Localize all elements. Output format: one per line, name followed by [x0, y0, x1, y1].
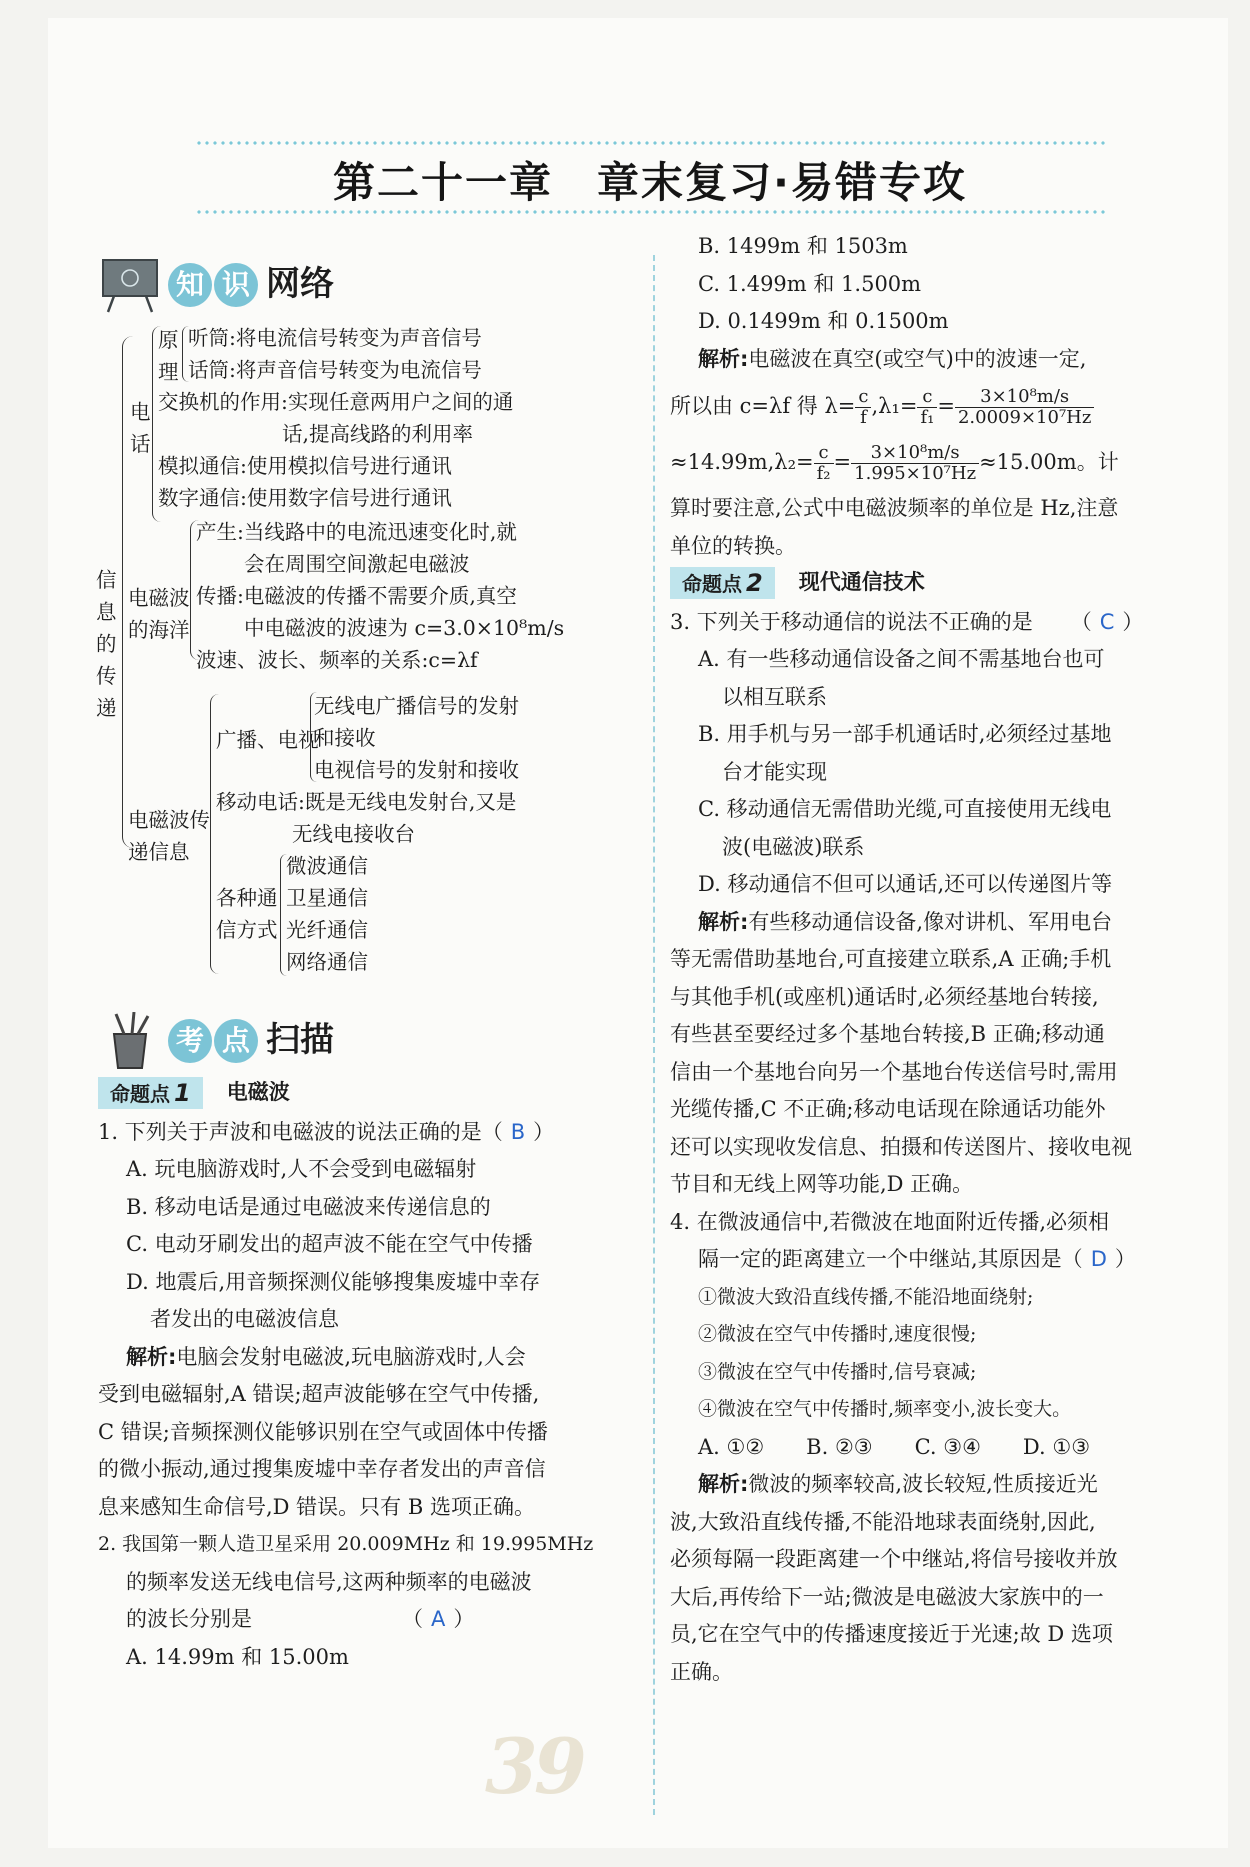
map-exchange-2: 话,提高线路的利用率	[282, 422, 474, 446]
heading-bubble-1: 考	[168, 1019, 212, 1063]
q4-statement: ①微波大致沿直线传播,不能沿地面绕射;	[698, 1285, 1034, 1308]
map-phone: 电话	[130, 400, 151, 456]
q3-explanation: 有些甚至要经过多个基地台转接,B 正确;移动通	[670, 1022, 1105, 1046]
q4-statement: ④微波在空气中传播时,频率变小,波长变大。	[698, 1398, 1072, 1420]
q2-formula-2: ≈14.99m,λ₂= $\frac{c}{\text{f₂}}$ = $\frac{\text{3×10⁸m/s}}{\text{1.995×10⁷Hz}}$ ≈15.00m。计	[670, 442, 1119, 484]
knowledge-map	[96, 320, 650, 1000]
map-spread-2: 中电磁波的波速为 c=3.0×10⁸m/s	[244, 616, 565, 640]
q1-explanation: 受到电磁辐射,A 错误;超声波能够在空气中传播,	[98, 1382, 540, 1406]
section-title: 网络	[266, 264, 334, 305]
map-ocean-2: 的海洋	[128, 618, 190, 642]
q4-stem: 4. 在微波通信中,若微波在地面附近传播,必须相	[670, 1209, 1110, 1234]
q4-explanation: 波,大致沿直线传播,不能沿地球表面绕射,因此,	[670, 1509, 1096, 1534]
q4-explanation: 必须每隔一段距离建一个中继站,将信号接收并放	[670, 1547, 1118, 1571]
question-4: 4. 在微波通信中,若微波在地面附近传播,必须相 隔一定的距离建立一个中继站,其原因是（ D ） ①微波大致沿直线传播,不能沿地面绕射; ②微波在空气中传播时,速度很慢; ③微波在空气中传播时,信号衰减; ④微波在空气中传播时,频率变小,波长变大。 A. ①② B. ②③ C. ③④ D. ①③ 解析:微波的频率较高,波长较短,性质接近光 波,大致沿直线传播,不能沿地球表面绕射,因此, 必须每隔一段距离建一个中继站,将信号接收并放 大后,再传给下一站;微波是电磁波大家族中的一 员,它在空气中的传播速度接近于光速;故 D 选项 正确。	[670, 1204, 1200, 1692]
map-radio-2: 和接收	[314, 726, 376, 750]
explanation-label: 解析:	[698, 909, 749, 934]
q2-stem: 的频率发送无线电信号,这两种频率的电磁波	[126, 1569, 532, 1594]
header-dots-top	[195, 140, 1105, 146]
q4-options: A. ①② B. ②③ C. ③④ D. ①③	[698, 1434, 1091, 1459]
q1-option-c: C. 电动牙刷发出的超声波不能在空气中传播	[126, 1232, 533, 1256]
explanation-label: 解析:	[126, 1344, 177, 1369]
q4-explanation: 员,它在空气中的传播速度接近于光速;故 D 选项	[670, 1622, 1113, 1646]
section-title: 扫描	[266, 1020, 334, 1061]
question-2-cont: B. 1499m 和 1503m C. 1.499m 和 1.500m D. 0.1499m 和 0.1500m 解析:电磁波在真空(或空气)中的波速一定, 所以由 c=λf 得 λ= $\frac{c}{f}$ ,λ₁= $\frac{c}{\text{f₁}}$ = $\frac{\text{3×10⁸m/s}}{\text{2.0009×10⁷Hz}}$ ≈14.99m,λ₂= $\frac{c}{\text{f₂}}$ = $\frac{\text{3×10⁸m/s}}{\text{1.995×10⁷Hz}}$ ≈15.00m。计 算时要注意,公式中电磁波频率的单位是 Hz,注意 单位的转换。	[670, 228, 1200, 565]
chapter-header	[195, 140, 1105, 215]
map-tv: 电视信号的发射和接收	[314, 758, 519, 782]
answer-q1: B	[510, 1119, 526, 1144]
q3-explanation: 等无需借助基地台,可直接建立联系,A 正确;手机	[670, 947, 1112, 971]
blackboard-icon	[100, 256, 162, 314]
q1-option-d: D. 地震后,用音频探测仪能够搜集废墟中幸存	[126, 1269, 541, 1294]
map-transfer-2: 递信息	[128, 840, 190, 864]
map-produce-2: 会在周围空间激起电磁波	[244, 552, 470, 576]
q2-explanation: 算时要注意,公式中电磁波频率的单位是 Hz,注意	[670, 496, 1119, 520]
q3-option-b: B. 用手机与另一部手机通话时,必须经过基地	[698, 722, 1112, 746]
answer-q3: C	[1099, 609, 1115, 634]
topic-label: 命题点 1	[98, 1077, 203, 1109]
q3-explanation: 信由一个基地台向另一个基地台传送信号时,需用	[670, 1059, 1118, 1084]
map-ways-1: 各种通	[216, 886, 278, 910]
q4-explanation: 大后,再传给下一站;微波是电磁波大家族中的一	[670, 1584, 1104, 1609]
topic-name: 现代通信技术	[798, 570, 925, 595]
q3-explanation: 节目和无线上网等功能,D 正确。	[670, 1172, 974, 1196]
header-dots-bottom	[195, 209, 1105, 215]
section-underline	[170, 306, 470, 314]
map-ways-2: 信方式	[216, 918, 278, 942]
map-exchange-1: 交换机的作用:实现任意两用户之间的通	[158, 390, 514, 414]
map-fiber: 光纤通信	[286, 918, 368, 942]
topic-label: 命题点 2	[670, 567, 775, 599]
q2-formula-1: 所以由 c=λf 得 λ= $\frac{c}{f}$ ,λ₁= $\frac{c}{\text{f₁}}$ = $\frac{\text{3×10⁸m/s}}{\text{2.0009×10⁷Hz}}$	[670, 378, 1200, 434]
map-ocean-1: 电磁波	[128, 586, 190, 610]
q1-option-b: B. 移动电话是通过电磁波来传递信息的	[126, 1194, 491, 1219]
q3-option-b-cont: 台才能实现	[722, 759, 827, 784]
map-broadcast: 广播、电视	[216, 728, 319, 752]
map-mobile-1: 移动电话:既是无线电发射台,又是	[216, 790, 517, 814]
q3-explanation: 光缆传播,C 不正确;移动电话现在除通话功能外	[670, 1097, 1106, 1121]
heading-bubble-1: 知	[168, 263, 212, 307]
right-column	[670, 234, 1200, 1691]
map-satellite: 卫星通信	[286, 886, 368, 910]
q2-option-a: A. 14.99m 和 15.00m	[126, 1644, 349, 1669]
map-produce-1: 产生:当线路中的电流迅速变化时,就	[196, 520, 517, 544]
map-analog: 模拟通信:使用模拟信号进行通讯	[158, 454, 452, 478]
q3-option-c-cont: 波(电磁波)联系	[722, 834, 865, 859]
left-column	[96, 250, 650, 1676]
map-root: 信息的传递	[96, 568, 117, 720]
question-2: 2. 我国第一颗人造卫星采用 20.009MHz 和 19.995MHz 的频率发送无线电信号,这两种频率的电磁波 的波长分别是 （ A ） A. 14.99m 和 15.00m	[98, 1526, 650, 1676]
map-digital: 数字通信:使用数字信号进行通讯	[158, 486, 452, 510]
q2-stem: 2. 我国第一颗人造卫星采用 20.009MHz 和 19.995MHz	[98, 1533, 594, 1555]
map-spread-1: 传播:电磁波的传播不需要介质,真空	[196, 584, 517, 608]
q3-option-d: D. 移动通信不但可以通话,还可以传递图片等	[698, 872, 1113, 896]
section-underline	[170, 1062, 470, 1070]
q3-option-a-cont: 以相互联系	[722, 684, 827, 709]
q2-option-b: B. 1499m 和 1503m	[698, 234, 908, 258]
map-radio-1: 无线电广播信号的发射	[314, 694, 519, 718]
q3-explanation: 与其他手机(或座机)通话时,必须经基地台转接,	[670, 984, 1099, 1009]
q3-option-a: A. 有一些移动通信设备之间不需基地台也可	[698, 647, 1105, 671]
page-title: 第二十一章 章末复习·易错专攻	[333, 158, 967, 207]
explanation-label: 解析:	[698, 1472, 749, 1496]
map-listen: 听筒:将电流信号转变为声音信号	[188, 326, 482, 350]
q2-explanation: 单位的转换。	[670, 533, 796, 558]
map-micro: 微波通信	[286, 854, 368, 878]
q3-option-c: C. 移动通信无需借助光缆,可直接使用无线电	[698, 797, 1112, 821]
map-talk: 话筒:将声音信号转变为电流信号	[188, 358, 482, 382]
explanation-label: 解析:	[698, 346, 749, 371]
heading-bubble-2: 点	[214, 1019, 258, 1063]
q1-option-d-cont: 者发出的电磁波信息	[150, 1307, 339, 1331]
q4-explanation: 正确。	[670, 1659, 733, 1684]
answer-q2: A	[431, 1607, 446, 1631]
scan-header	[100, 1006, 650, 1076]
q4-statement: ③微波在空气中传播时,信号衰减;	[698, 1360, 977, 1383]
question-3: 3. 下列关于移动通信的说法不正确的是 （ C ） A. 有一些移动通信设备之间不需基地台也可 以相互联系 B. 用手机与另一部手机通话时,必须经过基地 台才能实现 C. 移动通信无需借助光缆,可直接使用无线电 波(电磁波)联系 D. 移动通信不但可以通话,还可以传递图片等 解析:有些移动通信设备,像对讲机、军用电台 等无需借助基地台,可直接建立联系,A 正确;手机 与其他手机(或座机)通话时,必须经基地台转接, 有些甚至要经过多个基地台转接,B 正确;移动通 信由一个基地台向另一个基地台传送信号时,需用 光缆传播,C 不正确;移动电话现在除通话功能外 还可以实现收发信息、拍摄和传送图片、接收电视 节目和无线上网等功能,D 正确。	[670, 604, 1200, 1204]
page-number: 39	[485, 1722, 583, 1811]
map-principle: 原理	[158, 328, 179, 384]
map-relation: 波速、波长、频率的关系:c=λf	[196, 648, 478, 672]
map-network: 网络通信	[286, 950, 368, 974]
answer-q4: D	[1090, 1247, 1107, 1271]
topic-1-tag	[98, 1077, 290, 1109]
topic-2-tag	[670, 567, 925, 599]
q1-explanation: 的微小振动,通过搜集废墟中幸存者发出的声音信	[98, 1457, 546, 1481]
question-1: 1. 下列关于声波和电磁波的说法正确的是（ B ） A. 玩电脑游戏时,人不会受到电磁辐射 B. 移动电话是通过电磁波来传递信息的 C. 电动牙刷发出的超声波不能在空气中传播 D. 地震后,用音频探测仪能够搜集废墟中幸存 者发出的电磁波信息 解析:电脑会发射电磁波,玩电脑游戏时,人会 受到电磁辐射,A 错误;超声波能够在空气中传播, C 错误;音频探测仪能够识别在空气或固体中传播 的微小振动,通过搜集废墟中幸存者发出的声音信 息来感知生命信号,D 错误。只有 B 选项正确。	[98, 1114, 650, 1527]
map-mobile-2: 无线电接收台	[292, 822, 415, 846]
map-transfer-1: 电磁波传	[128, 808, 210, 832]
q2-option-c: C. 1.499m 和 1.500m	[698, 271, 922, 296]
q4-statement: ②微波在空气中传播时,速度很慢;	[698, 1323, 977, 1345]
heading-bubble-2: 识	[214, 263, 258, 307]
q2-option-d: D. 0.1499m 和 0.1500m	[698, 309, 949, 333]
q1-option-a: A. 玩电脑游戏时,人不会受到电磁辐射	[126, 1157, 477, 1181]
q1-explanation: C 错误;音频探测仪能够识别在空气或固体中传播	[98, 1419, 548, 1444]
topic-name: 电磁波	[226, 1080, 290, 1105]
q3-explanation: 还可以实现收发信息、拍摄和传送图片、接收电视	[670, 1134, 1132, 1159]
q1-explanation: 息来感知生命信号,D 错误。只有 B 选项正确。	[98, 1494, 535, 1519]
column-divider	[653, 255, 655, 1815]
brush-pot-icon	[100, 1012, 162, 1070]
knowledge-network-header	[100, 250, 650, 320]
